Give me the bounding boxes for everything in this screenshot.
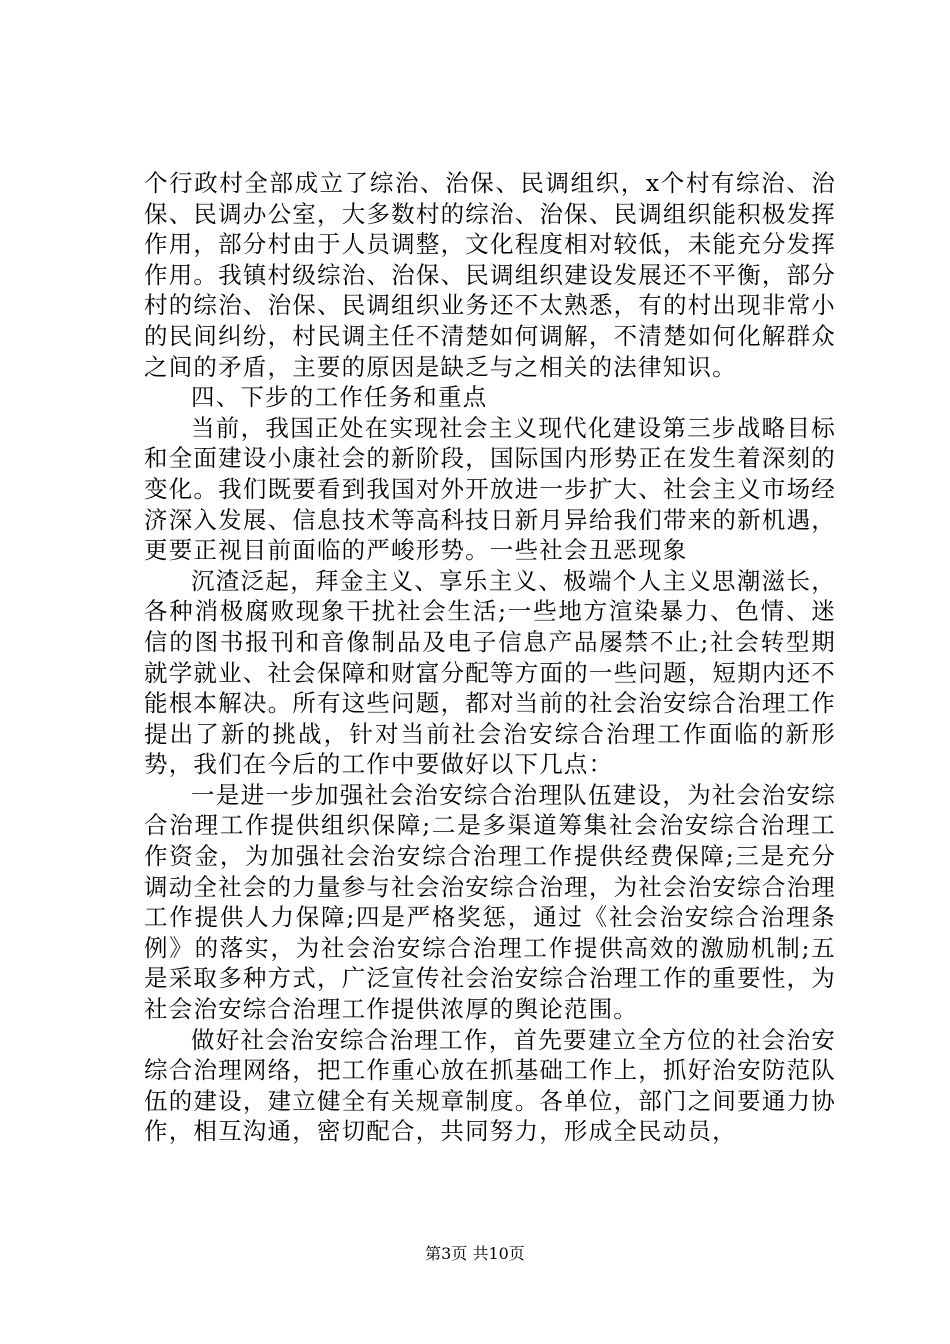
paragraph-social-problems: 沉渣泛起，拜金主义、享乐主义、极端个人主义思潮滋长，各种消极腐败现象干扰社会生活;一些地方渲染暴力、色情、迷信的图书报刊和音像制品及电子信息产品屡禁不止;社会转型期就学就业、社会保障和财富分配等方面的一些问题，短期内还不能根本解决。所有这些问题，都对当前的社会治安综合治理工作提出了新的挑战，针对当前社会治安综合治理工作面临的新形势，我们在今后的工作中要做好以下几点：	[144, 566, 836, 779]
paragraph-work-points: 一是进一步加强社会治安综合治理队伍建设，为社会治安综合治理工作提供组织保障;二是多渠道筹集社会治安综合治理工作资金，为加强社会治安综合治理工作提供经费保障;三是充分调动全社会的力量参与社会治安综合治理，为社会治安综合治理工作提供人力保障;四是严格奖惩，通过《社会治安综合治理条例》的落实，为社会治安综合治理工作提供高效的激励机制;五是采取多种方式，广泛宣传社会治安综合治理工作的重要性，为社会治安综合治理工作提供浓厚的舆论范围。	[144, 780, 836, 1024]
document-body	[144, 168, 836, 1147]
page-number-footer: 第3页 共10页	[425, 1244, 525, 1263]
paragraph-network-building: 做好社会治安综合治理工作，首先要建立全方位的社会治安综合治理网络，把工作重心放在抓基础工作上，抓好治安防范队伍的建设，建立健全有关规章制度。各单位，部门之间要通力协作，相互沟通，密切配合，共同努力，形成全民动员，	[144, 1025, 836, 1146]
paragraph-current-situation: 当前，我国正处在实现社会主义现代化建设第三步战略目标和全面建设小康社会的新阶段，国际国内形势正在发生着深刻的变化。我们既要看到我国对外开放进一步扩大、社会主义市场经济深入发展、信息技术等高科技日新月异给我们带来的新机遇，更要正视目前面临的严峻形势。一些社会丑恶现象	[144, 413, 836, 565]
paragraph-village-organizations: 个行政村全部成立了综治、治保、民调组织，x个村有综治、治保、民调办公室，大多数村的综治、治保、民调组织能积极发挥作用，部分村由于人员调整，文化程度相对较低，未能充分发挥作用。我镇村级综治、治保、民调组织建设发展还不平衡，部分村的综治、治保、民调组织业务还不太熟悉，有的村出现非常小的民间纠纷，村民调主任不清楚如何调解，不清楚如何化解群众之间的矛盾，主要的原因是缺乏与之相关的法律知识。	[144, 169, 836, 381]
section-heading-next-steps: 四、下步的工作任务和重点	[191, 383, 488, 412]
